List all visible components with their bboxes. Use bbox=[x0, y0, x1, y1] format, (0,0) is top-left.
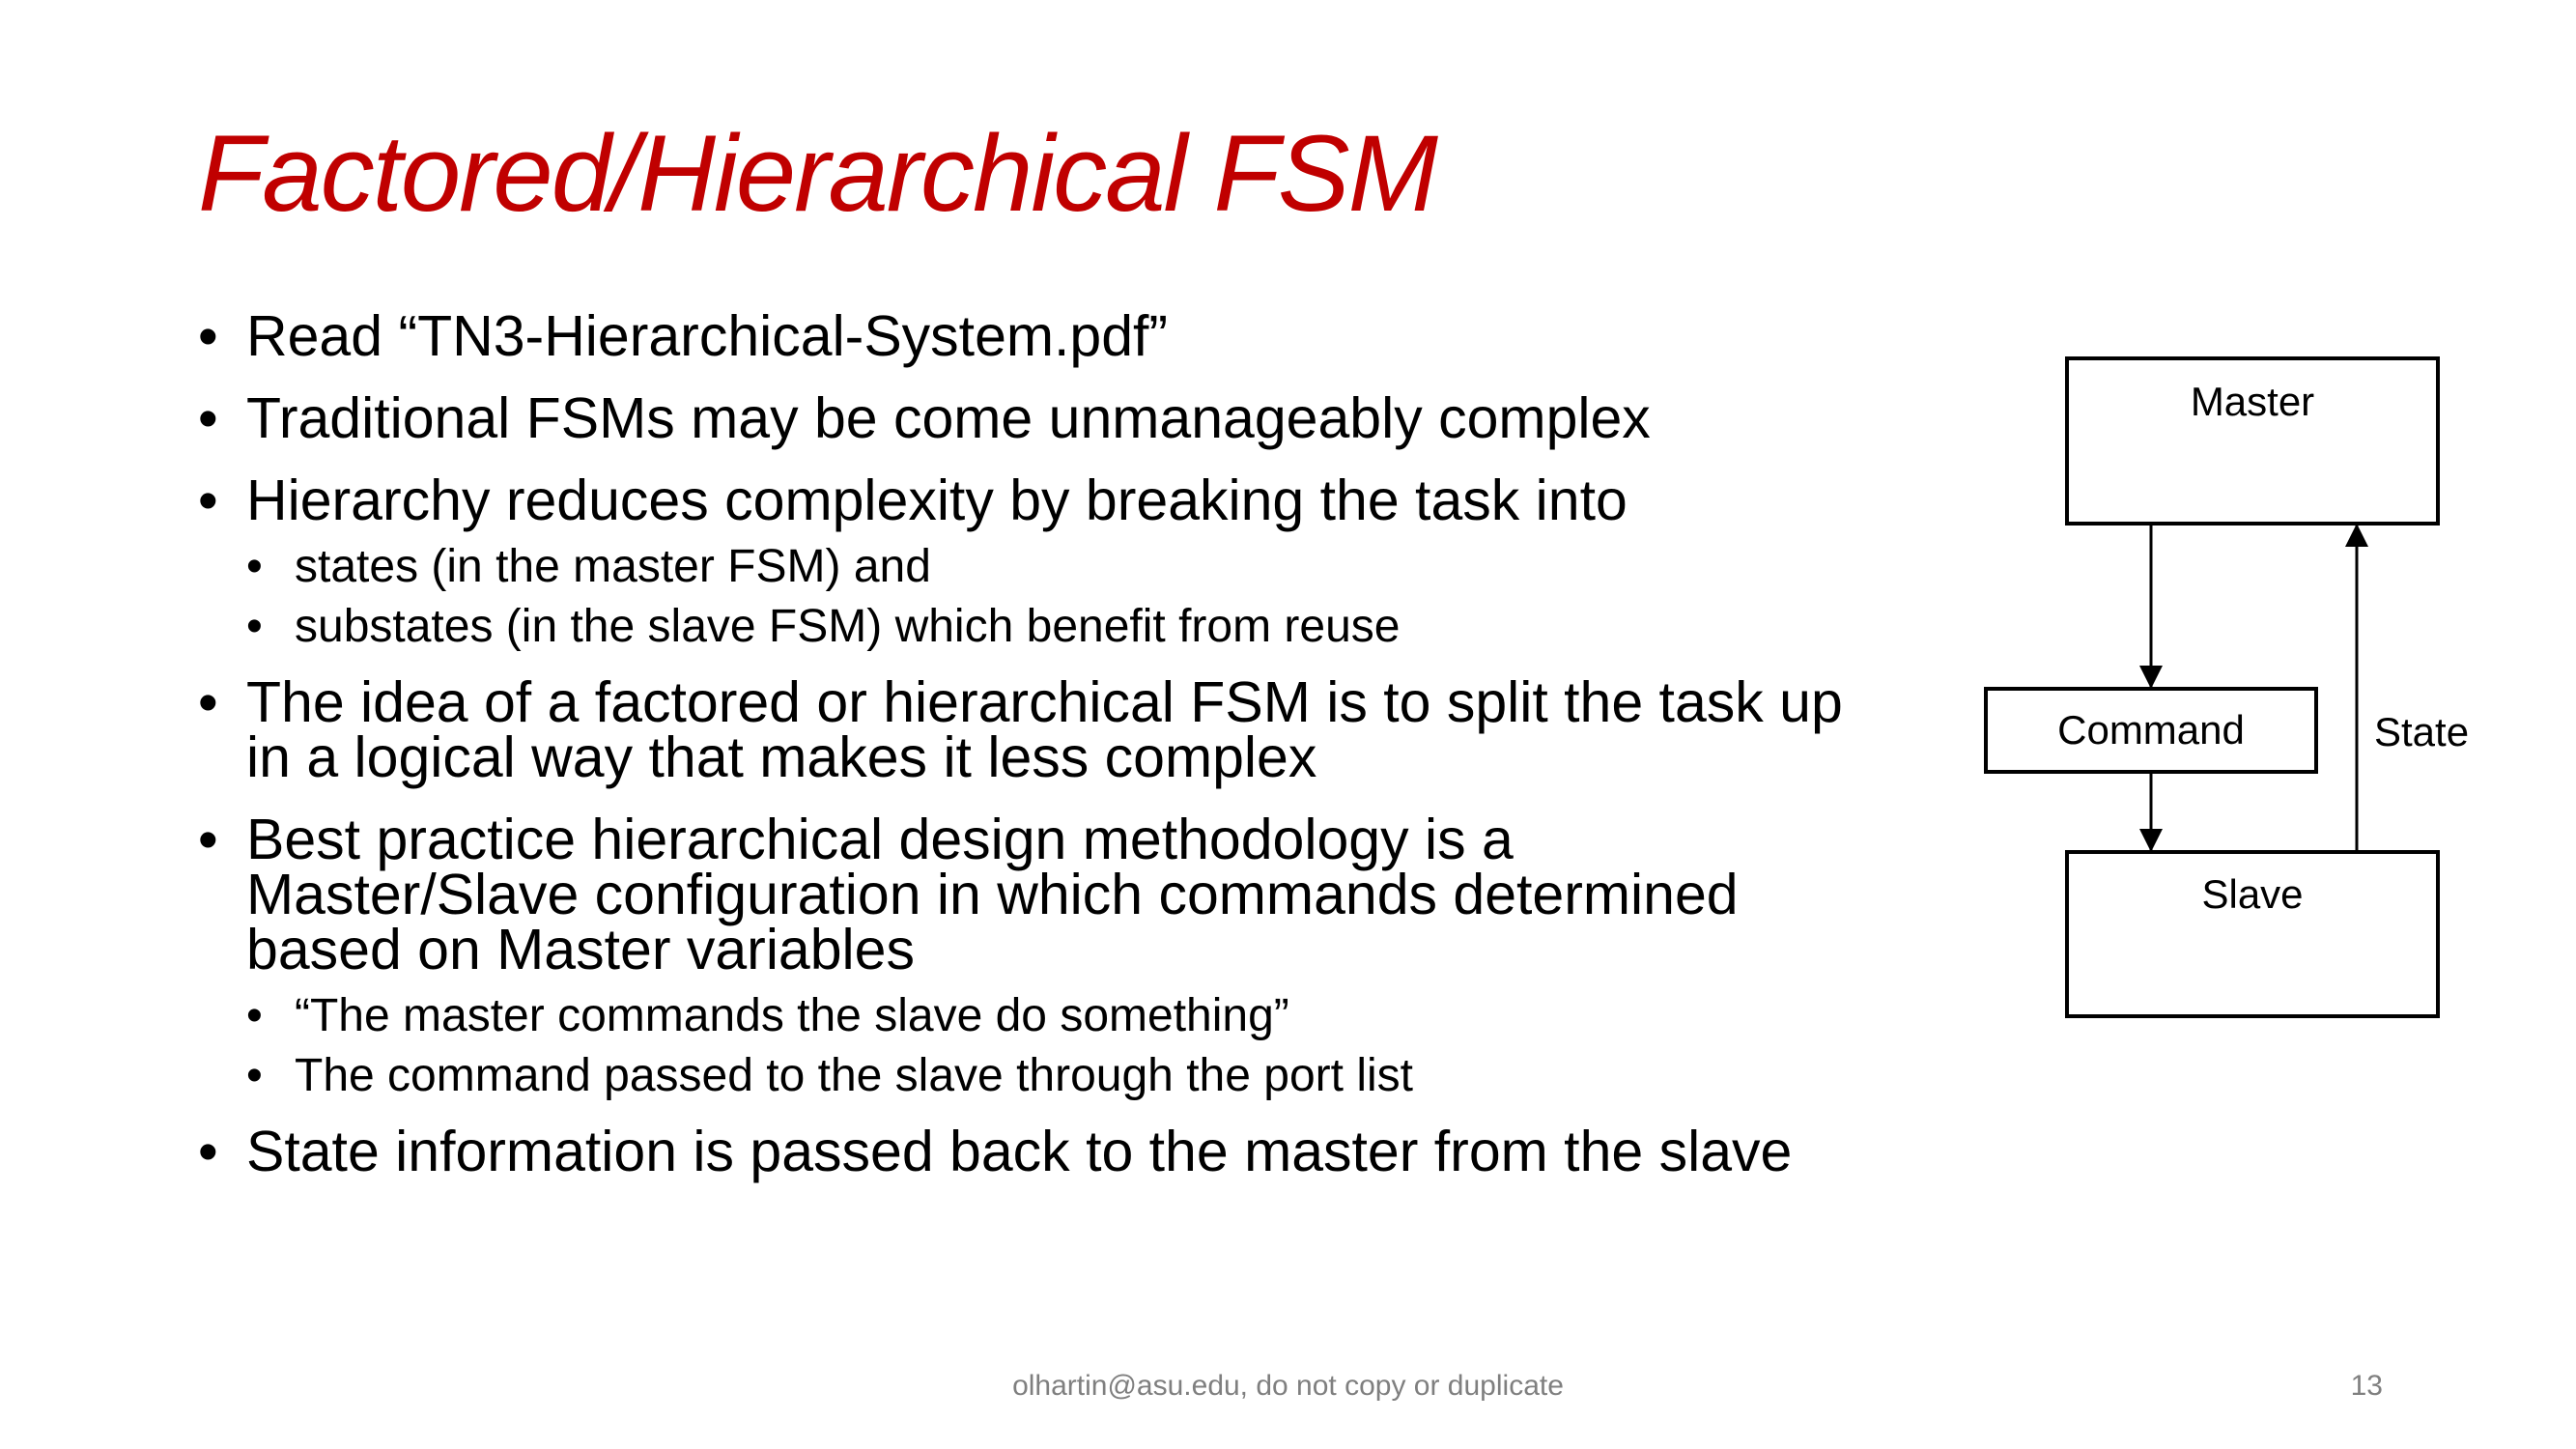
bullet-item bbox=[198, 386, 1859, 450]
slave-label: Slave bbox=[2201, 871, 2304, 917]
bullet-dot: • bbox=[246, 1050, 263, 1101]
sub-bullet-item bbox=[246, 991, 1859, 1041]
sub-list-wrapper bbox=[198, 991, 1859, 1101]
sub-bullet-list bbox=[198, 991, 1859, 1101]
master-label: Master bbox=[2190, 379, 2315, 424]
bullet-item bbox=[198, 304, 1859, 368]
sub-bullet-text: The command passed to the slave through the port list bbox=[295, 1050, 1413, 1101]
command-label: Command bbox=[2057, 707, 2245, 753]
bullet-dot: • bbox=[246, 990, 263, 1041]
sub-bullet-text: “The master commands the slave do something” bbox=[295, 990, 1289, 1041]
bullet-text: Best practice hierarchical design methodology is a Master/Slave configuration in which commands determined based on Master variables bbox=[246, 808, 1739, 981]
bullet-text: The idea of a factored or hierarchical FSM is to split the task up in a logical way that makes it less complex bbox=[246, 670, 1843, 789]
sub-bullet-text: states (in the master FSM) and bbox=[295, 541, 931, 592]
bullet-dot: • bbox=[198, 386, 218, 450]
bullet-dot: • bbox=[198, 304, 218, 368]
bullet-dot: • bbox=[198, 1120, 218, 1183]
page-number: 13 bbox=[2350, 1370, 2383, 1402]
sub-bullet-item bbox=[246, 602, 1859, 652]
bullet-list bbox=[198, 304, 1859, 1207]
sub-bullet-list bbox=[198, 542, 1859, 652]
sub-bullet-item bbox=[246, 542, 1859, 592]
bullet-item bbox=[198, 1120, 1859, 1183]
master-slave-diagram bbox=[1970, 348, 2511, 1043]
bullet-item bbox=[198, 808, 1859, 981]
state-label: State bbox=[2374, 709, 2470, 754]
bullet-dot: • bbox=[198, 469, 218, 532]
footer-text: olhartin@asu.edu, do not copy or duplicate bbox=[1012, 1370, 1564, 1402]
bullet-text: Traditional FSMs may be come unmanageably complex bbox=[246, 386, 1651, 450]
sub-bullet-text: substates (in the slave FSM) which benefit from reuse bbox=[295, 601, 1401, 652]
diagram-svg bbox=[1970, 348, 2511, 1043]
bullet-text: Hierarchy reduces complexity by breaking the task into bbox=[246, 469, 1628, 532]
bullet-dot: • bbox=[246, 601, 263, 652]
sub-bullet-item bbox=[246, 1051, 1859, 1101]
bullet-item bbox=[198, 469, 1859, 532]
slide-title: Factored/Hierarchical FSM bbox=[198, 113, 1436, 234]
bullet-dot: • bbox=[198, 808, 218, 871]
bullet-text: State information is passed back to the master from the slave bbox=[246, 1120, 1793, 1183]
bullet-text: Read “TN3-Hierarchical-System.pdf” bbox=[246, 304, 1169, 368]
bullet-item bbox=[198, 670, 1859, 789]
bullet-dot: • bbox=[198, 670, 218, 734]
sub-list-wrapper bbox=[198, 542, 1859, 652]
bullet-dot: • bbox=[246, 541, 263, 592]
